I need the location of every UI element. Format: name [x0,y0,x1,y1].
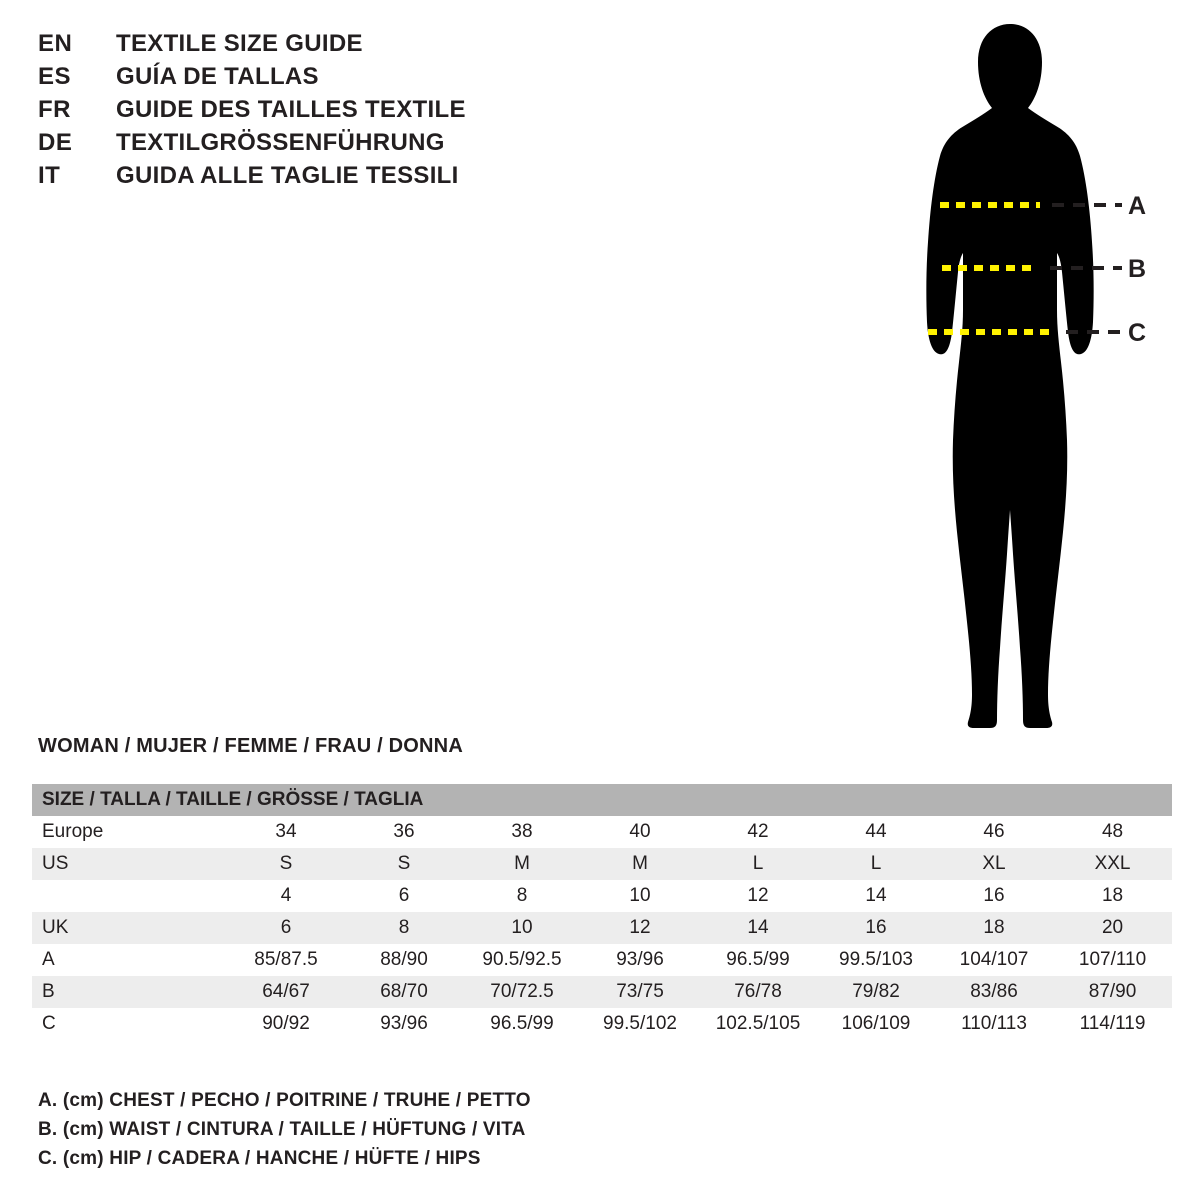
row-value: 83/86 [935,976,1053,1008]
row-value: S [227,848,345,880]
row-value: M [463,848,581,880]
row-value: 18 [935,912,1053,944]
legend-note-a: A. (cm) CHEST / PECHO / POITRINE / TRUHE / PETTO [38,1090,531,1111]
row-value: 16 [935,880,1053,912]
row-value: 4 [227,880,345,912]
row-value: 79/82 [817,976,935,1008]
row-value: 90.5/92.5 [463,944,581,976]
row-value: 10 [463,912,581,944]
size-chart-table [32,784,1172,1040]
row-value: 38 [463,816,581,848]
row-value: 114/119 [1053,1008,1172,1040]
female-body-diagram [860,10,1190,740]
row-value: 46 [935,816,1053,848]
row-value: 93/96 [345,1008,463,1040]
language-row [38,30,798,63]
row-value: 10 [581,880,699,912]
legend-note-c: C. (cm) HIP / CADERA / HANCHE / HÜFTE / HIPS [38,1148,481,1169]
language-title: GUIDA ALLE TAGLIE TESSILI [116,162,459,189]
row-label [32,880,227,912]
row-value: L [817,848,935,880]
row-value: 85/87.5 [227,944,345,976]
measurement-legend [38,1090,838,1177]
row-value: 76/78 [699,976,817,1008]
language-code: FR [38,96,71,123]
marker-label-c: C [1128,319,1147,347]
legend-note-b: B. (cm) WAIST / CINTURA / TAILLE / HÜFTUNG / VITA [38,1119,526,1140]
row-value: 96.5/99 [463,1008,581,1040]
table-row [32,944,1172,976]
row-value: S [345,848,463,880]
row-value: 8 [463,880,581,912]
table-header-row [32,784,1172,816]
language-title: TEXTILE SIZE GUIDE [116,30,363,57]
table-row [32,1008,1172,1040]
language-code: IT [38,162,61,189]
language-title: GUIDE DES TAILLES TEXTILE [116,96,466,123]
row-value: XXL [1053,848,1172,880]
language-code: DE [38,129,73,156]
row-value: 99.5/103 [817,944,935,976]
row-value: 99.5/102 [581,1008,699,1040]
row-value: M [581,848,699,880]
row-value: 70/72.5 [463,976,581,1008]
row-value: 90/92 [227,1008,345,1040]
language-code: EN [38,30,73,57]
row-value: 73/75 [581,976,699,1008]
language-row [38,162,798,195]
row-value: 44 [817,816,935,848]
language-title-list [38,30,798,195]
table-row [32,912,1172,944]
row-label: Europe [32,816,227,848]
table-row [32,848,1172,880]
row-value: 18 [1053,880,1172,912]
row-value: 6 [227,912,345,944]
row-value: 110/113 [935,1008,1053,1040]
row-label: UK [32,912,227,944]
table-row [32,880,1172,912]
row-label: B [32,976,227,1008]
language-title: GUÍA DE TALLAS [116,63,319,90]
language-row [38,96,798,129]
row-value: L [699,848,817,880]
language-title: TEXTILGRÖSSENFÜHRUNG [116,129,445,156]
table-row [32,816,1172,848]
row-value: 102.5/105 [699,1008,817,1040]
row-value: 104/107 [935,944,1053,976]
row-value: 48 [1053,816,1172,848]
marker-label-a: A [1128,192,1147,220]
row-value: 34 [227,816,345,848]
row-value: 16 [817,912,935,944]
marker-label-b: B [1128,255,1147,283]
row-value: 42 [699,816,817,848]
row-label: C [32,1008,227,1040]
row-value: 12 [699,880,817,912]
row-value: 87/90 [1053,976,1172,1008]
row-value: 93/96 [581,944,699,976]
table-header-label: SIZE / TALLA / TAILLE / GRÖSSE / TAGLIA [32,784,1172,816]
row-value: 40 [581,816,699,848]
row-value: 96.5/99 [699,944,817,976]
row-value: XL [935,848,1053,880]
row-value: 12 [581,912,699,944]
section-heading: WOMAN / MUJER / FEMME / FRAU / DONNA [38,735,463,757]
row-label: A [32,944,227,976]
row-value: 107/110 [1053,944,1172,976]
row-value: 88/90 [345,944,463,976]
row-value: 8 [345,912,463,944]
language-code: ES [38,63,72,90]
row-value: 68/70 [345,976,463,1008]
language-row [38,129,798,162]
row-value: 106/109 [817,1008,935,1040]
row-value: 14 [817,880,935,912]
female-silhouette-icon [860,10,1190,740]
row-value: 14 [699,912,817,944]
row-value: 20 [1053,912,1172,944]
language-row [38,63,798,96]
row-value: 6 [345,880,463,912]
table-row [32,976,1172,1008]
row-value: 36 [345,816,463,848]
row-label: US [32,848,227,880]
row-value: 64/67 [227,976,345,1008]
